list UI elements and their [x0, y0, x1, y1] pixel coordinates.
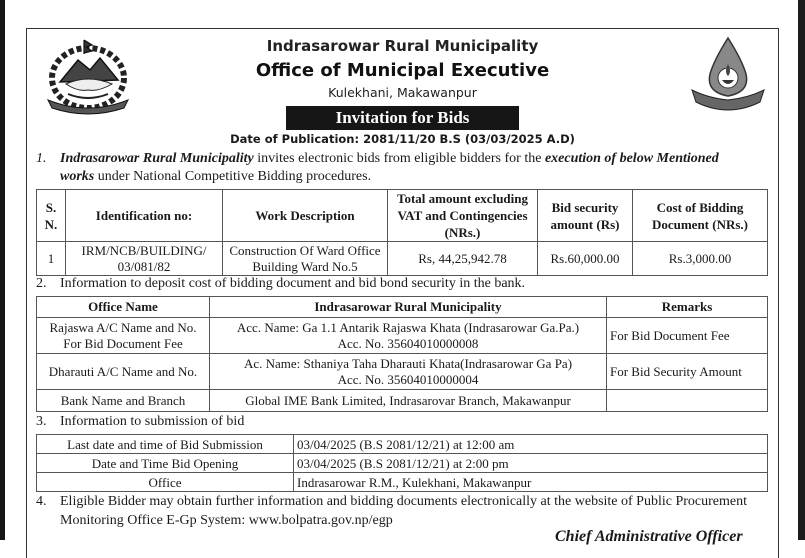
intro-italic-b: execution of below Mentioned	[544, 151, 719, 166]
section-4-number: 4.	[36, 494, 47, 509]
signoff-title: Chief Administrative Officer	[555, 528, 743, 545]
table-row	[37, 454, 768, 473]
cell-identification: IRM/NCB/BUILDING/ 03/081/82	[66, 242, 223, 276]
dark-edge-right	[798, 0, 805, 540]
cell-total-amount: Rs, 44,25,942.78	[388, 242, 538, 276]
section-4-line1: Eligible Bidder may obtain further information and bidding documents electronically at the website of Public Procurement	[60, 494, 747, 509]
intro-text-d: under National Competitive Bidding procedures.	[94, 169, 372, 184]
cell-office: Bank Name and Branch	[37, 390, 210, 412]
cell-label: Date and Time Bid Opening	[37, 454, 294, 473]
table-header-row	[37, 190, 768, 242]
section-2-number: 2.	[36, 276, 47, 291]
org-name-italic: Indrasarowar Rural Municipality	[60, 151, 254, 166]
cell-value: 03/04/2025 (B.S 2081/12/21) at 2:00 pm	[294, 454, 768, 473]
cell-account	[210, 354, 607, 390]
section-4-line2: Monitoring Office E-Gp System: www.bolpatra.gov.np/egp	[60, 512, 393, 528]
notice-banner: Invitation for Bids	[286, 106, 519, 130]
table-row	[37, 354, 768, 390]
section-3-text: Information to submission of bid	[60, 414, 245, 429]
section-2-text: Information to deposit cost of bidding document and bid bond security in the bank.	[60, 276, 526, 291]
cell-value: 03/04/2025 (B.S 2081/12/21) at 12:00 am	[294, 435, 768, 454]
cell-bid-security: Rs.60,000.00	[538, 242, 633, 276]
table-row	[37, 318, 768, 354]
col-remarks: Remarks	[607, 297, 768, 318]
dark-edge-left	[0, 0, 5, 540]
cell-sn: 1	[37, 242, 66, 276]
section-2-heading	[36, 275, 525, 293]
office-title: Office of Municipal Executive	[255, 60, 550, 81]
cell-cost-document: Rs.3,000.00	[633, 242, 768, 276]
account-name: Ac. Name: Sthaniya Taha Dharauti Khata(Indrasarowar Ga Pa)	[243, 355, 573, 371]
table-row	[37, 435, 768, 454]
bank-deposit-table	[36, 296, 768, 412]
col-identification: Identification no:	[66, 190, 223, 242]
cell-account	[210, 318, 607, 354]
col-cost-document: Cost of Bidding Document (NRs.)	[633, 190, 768, 242]
bid-works-table	[36, 189, 768, 276]
section-1-intro	[36, 150, 776, 186]
col-bid-security: Bid security amount (Rs)	[538, 190, 633, 242]
cell-remarks: For Bid Security Amount	[607, 354, 768, 390]
cell-office: Dharauti A/C Name and No.	[37, 354, 210, 390]
section-4	[36, 493, 776, 530]
cell-work-description: Construction Of Ward Office Building Ward No.5	[223, 242, 388, 276]
cell-value: Indrasarowar R.M., Kulekhani, Makawanpur	[294, 473, 768, 492]
table-header-row	[37, 297, 768, 318]
table-row	[37, 242, 768, 276]
bid-submission-table	[36, 434, 768, 492]
table-row	[37, 473, 768, 492]
section-3-heading	[36, 413, 244, 431]
intro-italic-c: works	[60, 169, 95, 184]
cell-remarks: For Bid Document Fee	[607, 318, 768, 354]
cell-bank-branch: Global IME Bank Limited, Indrasarovar Branch, Makawanpur	[210, 390, 607, 412]
cell-label: Last date and time of Bid Submission	[37, 435, 294, 454]
col-sn: S. N.	[37, 190, 66, 242]
col-municipality: Indrasarowar Rural Municipality	[210, 297, 607, 318]
table-row	[37, 390, 768, 412]
col-office-name: Office Name	[37, 297, 210, 318]
col-total-amount: Total amount excluding VAT and Contingencies (NRs.)	[388, 190, 538, 242]
account-number: Acc. No. 35604010000008	[337, 335, 479, 351]
office-location: Kulekhani, Makawanpur	[328, 85, 477, 100]
col-work-description: Work Description	[223, 190, 388, 242]
section-1-number: 1.	[36, 151, 47, 166]
cell-office: Rajaswa A/C Name and No. For Bid Document Fee	[37, 318, 210, 354]
org-name: Indrasarowar Rural Municipality	[266, 37, 539, 55]
section-3-number: 3.	[36, 414, 47, 429]
account-number: Acc. No. 35604010000004	[337, 371, 479, 387]
cell-label: Office	[37, 473, 294, 492]
account-name: Acc. Name: Ga 1.1 Antarik Rajaswa Khata (Indrasarowar Ga.Pa.)	[236, 319, 580, 335]
intro-text-a: invites electronic bids from eligible bidders for the	[253, 151, 545, 166]
publication-date: Date of Publication: 2081/11/20 B.S (03/03/2025 A.D)	[230, 132, 575, 146]
cell-remarks	[607, 390, 768, 412]
